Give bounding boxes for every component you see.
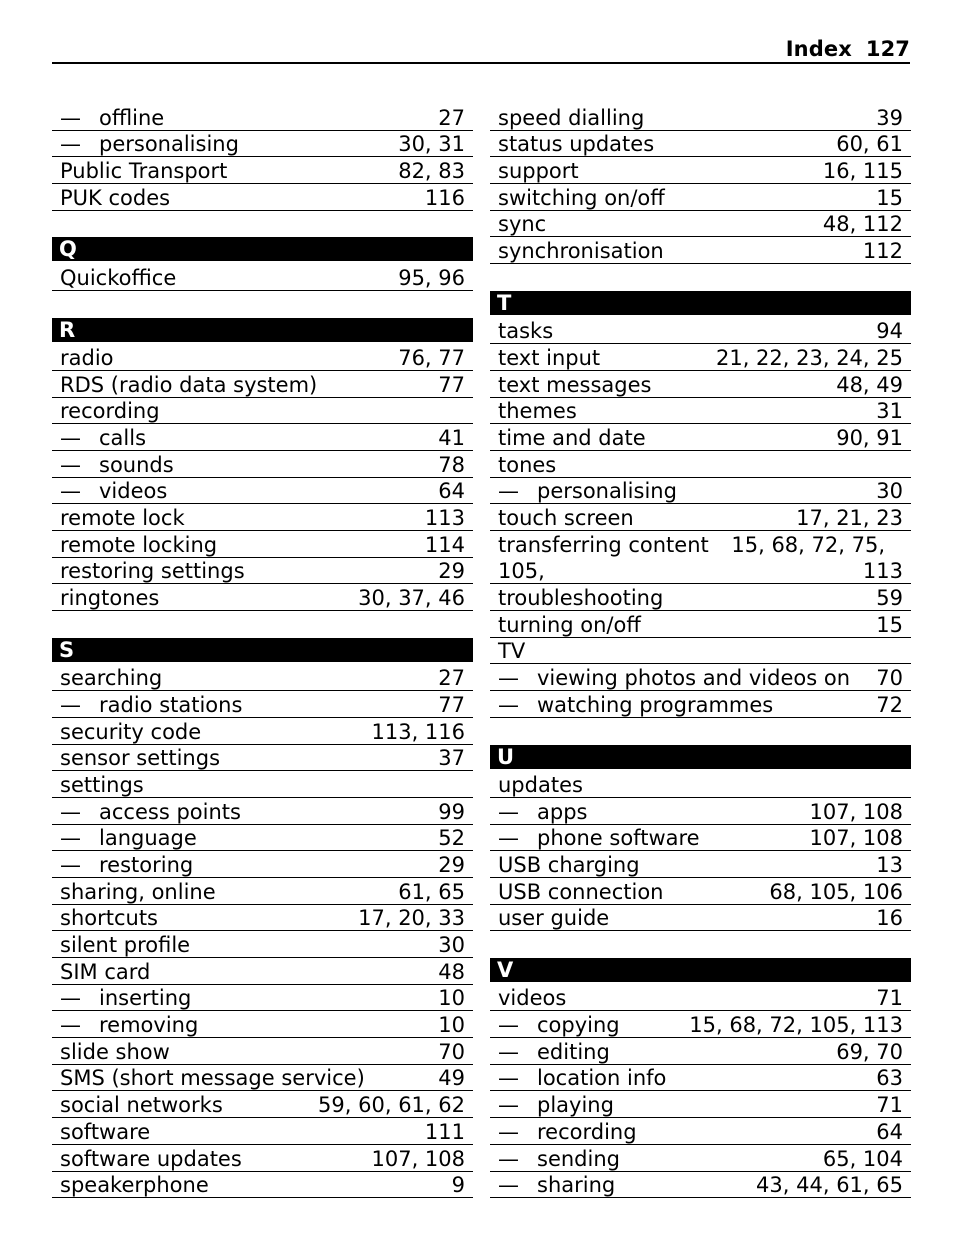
entry-term: Quickoffice [60, 265, 177, 290]
entry-term: — personalising [498, 479, 677, 503]
entry-pages: 17, 21, 23 [796, 506, 903, 530]
entry-term: — playing [498, 1093, 614, 1117]
index-entry [490, 157, 911, 184]
entry-pages: 116 [424, 185, 465, 210]
entry-term: speed dialling [498, 105, 645, 130]
entry-term: — personalising [60, 132, 239, 156]
index-subentry [52, 104, 473, 131]
entry-term: user guide [498, 906, 610, 931]
entry-pages: 48, 112 [822, 212, 903, 237]
index-entry [490, 905, 911, 932]
index-letter-heading: V [490, 958, 911, 982]
entry-pages: 61, 65 [398, 879, 465, 904]
entry-term: TV [498, 639, 526, 664]
entry-pages: 30, 37, 46 [358, 586, 465, 611]
entry-pages: 21, 22, 23, 24, 25 [715, 345, 903, 370]
entry-pages: 65, 104 [822, 1146, 903, 1171]
index-entry [490, 398, 911, 425]
entry-term: SMS (short message service) [60, 1066, 365, 1091]
index-subentry [52, 478, 473, 505]
entry-pages: 15, 68, 72, 75, [731, 533, 885, 557]
index-entry [52, 504, 473, 531]
entry-pages: 31 [876, 399, 903, 424]
entry-term: — sharing [498, 1173, 615, 1197]
entry-pages: 113 [424, 506, 465, 530]
entry-pages: 64 [438, 479, 465, 504]
entry-term: SIM card [60, 959, 151, 984]
index-subentry [490, 478, 911, 505]
entry-pages: 37 [438, 746, 465, 771]
index-entry [52, 584, 473, 611]
index-letter-heading: R [52, 318, 473, 342]
index-entry [490, 985, 911, 1012]
entry-pages: 17, 20, 33 [358, 906, 465, 931]
index-entry [52, 664, 473, 691]
index-entry [52, 264, 473, 291]
entry-term: sync [498, 212, 547, 237]
index-entry [490, 771, 911, 798]
entry-pages: 82, 83 [398, 159, 465, 184]
index-entry [490, 131, 911, 158]
index-letter-heading: S [52, 638, 473, 662]
entry-term: synchronisation [498, 239, 664, 264]
index-entry [490, 344, 911, 371]
entry-term: restoring settings [60, 559, 245, 584]
entry-pages: 114 [424, 532, 465, 557]
entry-term: text messages [498, 372, 652, 397]
entry-pages: 107, 108 [809, 799, 903, 824]
entry-term: — language [60, 826, 197, 850]
entry-term: silent profile [60, 933, 191, 957]
index-subentry [490, 664, 911, 691]
entry-pages: 70 [876, 666, 903, 691]
entry-pages: 30 [876, 479, 903, 504]
entry-pages: 70 [438, 1039, 465, 1064]
entry-pages: 59, 60, 61, 62 [318, 1093, 465, 1118]
entry-term: sensor settings [60, 746, 221, 771]
index-subentry [490, 1172, 911, 1199]
entry-term: Public Transport [60, 159, 228, 184]
entry-term: — sending [498, 1147, 620, 1171]
entry-term: — access points [60, 800, 241, 824]
entry-pages: 77 [438, 372, 465, 397]
index-subentry [52, 424, 473, 451]
section-gap [52, 291, 473, 318]
page-header [786, 37, 910, 61]
entry-term: recording [60, 399, 160, 424]
index-subentry [490, 691, 911, 718]
entry-term: — viewing photos and videos on [498, 666, 850, 690]
index-subentry [490, 1038, 911, 1065]
index-subentry [52, 131, 473, 158]
entry-term: support [498, 159, 579, 184]
entry-pages: 107, 108 [371, 1146, 465, 1171]
index-entry [490, 878, 911, 905]
index-entry [52, 718, 473, 745]
entry-pages: 71 [876, 1093, 903, 1118]
entry-term: speakerphone [60, 1173, 209, 1198]
entry-pages: 95, 96 [398, 265, 465, 290]
entry-term: touch screen [498, 506, 634, 530]
index-entry [52, 344, 473, 371]
entry-term: — watching programmes [498, 693, 773, 717]
index-subentry [52, 451, 473, 478]
entry-term: slide show [60, 1039, 170, 1064]
entry-pages: 76, 77 [398, 345, 465, 370]
index-subentry [490, 1065, 911, 1092]
entry-term: USB charging [498, 852, 640, 877]
entry-pages: 69, 70 [836, 1039, 903, 1064]
index-entry [490, 211, 911, 238]
entry-term: time and date [498, 425, 646, 450]
entry-term: — editing [498, 1040, 610, 1064]
entry-pages: 27 [438, 105, 465, 130]
entry-term: — sounds [60, 453, 174, 477]
entry-term: text input [498, 345, 601, 370]
index-entry [52, 531, 473, 558]
entry-term: switching on/off [498, 185, 665, 210]
section-gap [490, 931, 911, 958]
entry-pages: 41 [438, 425, 465, 450]
entry-term: USB connection [498, 879, 664, 904]
index-entry [490, 531, 911, 584]
index-column-left [52, 104, 473, 1198]
index-entry [52, 745, 473, 772]
entry-term: RDS (radio data system) [60, 372, 318, 397]
header-title: Index [785, 37, 852, 61]
index-entry [52, 1118, 473, 1145]
entry-term: software updates [60, 1146, 242, 1171]
entry-pages: 16 [876, 906, 903, 931]
entry-pages: 113 [862, 559, 903, 584]
entry-term: shortcuts [60, 906, 158, 931]
entry-pages: 15 [876, 612, 903, 637]
index-entry [52, 1065, 473, 1092]
entry-pages: 77 [438, 692, 465, 717]
section-gap [490, 718, 911, 745]
index-subentry [52, 851, 473, 878]
index-subentry [490, 1118, 911, 1145]
entry-pages: 39 [876, 105, 903, 130]
section-gap [52, 611, 473, 638]
index-entry [52, 558, 473, 585]
entry-pages: 105, [498, 559, 545, 584]
entry-pages: 113, 116 [371, 719, 465, 744]
entry-term: ringtones [60, 586, 160, 611]
entry-pages: 99 [438, 799, 465, 824]
index-subentry [52, 691, 473, 718]
entry-term: themes [498, 399, 577, 424]
entry-term: social networks [60, 1093, 223, 1118]
index-subentry [52, 1011, 473, 1038]
index-entry [52, 905, 473, 932]
entry-pages: 68, 105, 106 [769, 879, 903, 904]
index-letter-heading: T [490, 291, 911, 315]
entry-term: turning on/off [498, 612, 641, 637]
entry-term: software [60, 1119, 151, 1144]
index-entry [52, 1145, 473, 1172]
entry-pages: 29 [438, 559, 465, 584]
index-subentry [490, 1145, 911, 1172]
entry-pages: 9 [451, 1173, 465, 1198]
index-entry [490, 371, 911, 398]
entry-term: — radio stations [60, 693, 242, 717]
index-entry [52, 184, 473, 211]
index-entry [490, 611, 911, 638]
entry-pages: 27 [438, 666, 465, 691]
index-entry [490, 638, 911, 665]
entry-term: — apps [498, 800, 587, 824]
entry-term: videos [498, 986, 567, 1011]
entry-pages: 112 [862, 239, 903, 264]
index-entry [490, 184, 911, 211]
entry-term: — restoring [60, 853, 193, 877]
entry-pages: 15 [876, 185, 903, 210]
entry-pages: 60, 61 [836, 132, 903, 157]
entry-term: tones [498, 452, 557, 477]
entry-term: settings [60, 772, 144, 797]
entry-pages: 72 [876, 692, 903, 717]
entry-pages: 29 [438, 852, 465, 877]
entry-pages: 43, 44, 61, 65 [756, 1173, 903, 1198]
entry-pages: 30 [438, 933, 465, 957]
entry-pages: 71 [876, 986, 903, 1011]
index-subentry [52, 985, 473, 1012]
entry-pages: 107, 108 [809, 826, 903, 851]
entry-pages: 10 [438, 986, 465, 1011]
index-letter-heading: U [490, 745, 911, 769]
entry-pages: 90, 91 [836, 425, 903, 450]
entry-term: — calls [60, 426, 146, 450]
index-entry [52, 771, 473, 798]
index-entry [52, 371, 473, 398]
entry-pages: 64 [876, 1119, 903, 1144]
entry-term: PUK codes [60, 185, 171, 210]
page-number: 127 [865, 37, 910, 61]
entry-term: — recording [498, 1120, 637, 1144]
entry-pages: 10 [438, 1013, 465, 1038]
entry-pages: 63 [876, 1066, 903, 1091]
entry-pages: 48 [438, 959, 465, 984]
entry-term: security code [60, 719, 202, 744]
index-entry [52, 931, 473, 958]
index-entry [490, 104, 911, 131]
entry-term: troubleshooting [498, 586, 664, 611]
entry-pages: 16, 115 [822, 159, 903, 184]
index-entry [52, 878, 473, 905]
index-entry [52, 157, 473, 184]
index-subentry [490, 825, 911, 852]
entry-pages: 13 [876, 852, 903, 877]
entry-term: sharing, online [60, 879, 216, 904]
section-gap [490, 264, 911, 291]
entry-term: radio [60, 345, 114, 370]
index-entry [52, 958, 473, 985]
entry-term: — copying [498, 1013, 620, 1037]
entry-pages: 30, 31 [398, 132, 465, 157]
index-subentry [52, 798, 473, 825]
index-subentry [490, 1011, 911, 1038]
index-entry [490, 504, 911, 531]
entry-pages: 94 [876, 319, 903, 344]
index-letter-heading: Q [52, 237, 473, 261]
index-entry [52, 1038, 473, 1065]
index-entry [52, 1172, 473, 1199]
entry-pages: 52 [438, 826, 465, 851]
index-subentry [52, 825, 473, 852]
index-entry [490, 237, 911, 264]
index-entry [490, 451, 911, 478]
entry-term: — removing [60, 1013, 198, 1037]
entry-term: — videos [60, 479, 167, 503]
entry-term: remote lock [60, 506, 185, 530]
entry-pages: 59 [876, 586, 903, 611]
entry-pages: 78 [438, 452, 465, 477]
index-entry [490, 318, 911, 345]
index-subentry [490, 1091, 911, 1118]
entry-pages: 49 [438, 1066, 465, 1091]
entry-term: — location info [498, 1066, 666, 1090]
entry-term: transferring content [498, 533, 709, 557]
index-entry [52, 398, 473, 425]
entry-term: updates [498, 772, 583, 797]
index-entry [490, 584, 911, 611]
entry-pages: 111 [424, 1119, 465, 1144]
entry-pages: 15, 68, 72, 105, 113 [689, 1013, 903, 1038]
entry-term: remote locking [60, 532, 218, 557]
index-entry [490, 851, 911, 878]
entry-term: — offline [60, 106, 164, 130]
entry-term: searching [60, 666, 163, 691]
entry-term: — inserting [60, 986, 191, 1010]
index-entry [490, 424, 911, 451]
index-subentry [490, 798, 911, 825]
entry-term: status updates [498, 132, 655, 157]
entry-term: tasks [498, 319, 554, 344]
section-gap [52, 211, 473, 238]
header-rule [52, 62, 910, 64]
entry-pages: 48, 49 [836, 372, 903, 397]
index-column-right [490, 104, 911, 1198]
index-entry [52, 1091, 473, 1118]
entry-term: — phone software [498, 826, 700, 850]
